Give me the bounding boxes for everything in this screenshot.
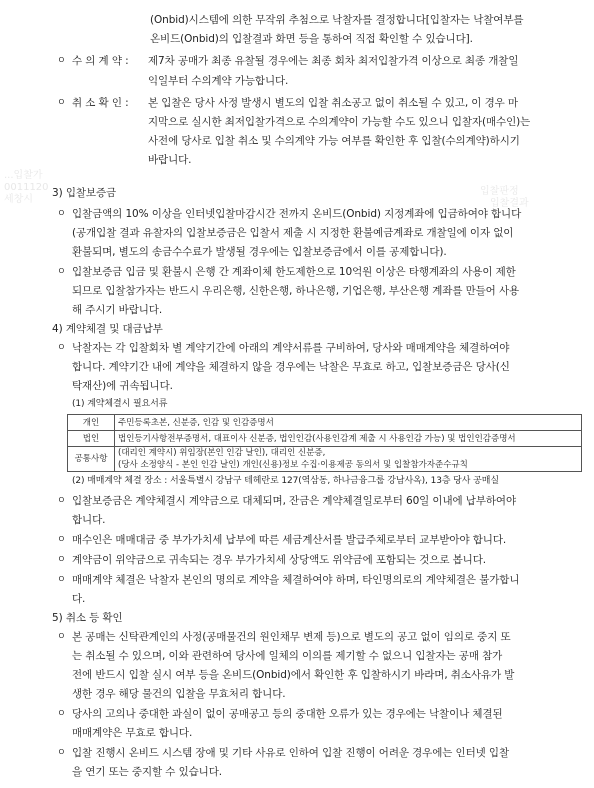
paragraph-line: 을 연기 또는 중지할 수 있습니다.	[72, 766, 222, 778]
watermark-text: ...입찰가	[4, 170, 43, 181]
docs-title: (1) 계약체결시 필요서류	[72, 399, 168, 409]
bullet-icon: ㅇ	[57, 555, 66, 565]
bullet-icon: ㅇ	[57, 575, 66, 585]
required-documents-table	[67, 414, 582, 472]
table-row	[68, 447, 582, 472]
bullet-icon: ㅇ	[57, 56, 66, 66]
paragraph-line: 합니다.	[72, 514, 106, 526]
bullet-icon: ㅇ	[57, 343, 66, 353]
paragraph-line: 본 공매는 신탁관계인의 사정(공매물건의 원인채무 변제 등)으로 별도의 공고 없이 임의로 중지 또	[72, 631, 511, 643]
intro-line: (Onbid)시스템에 의한 무작위 추첨으로 낙찰자를 결정합니다[입찰자는 낙찰여부를	[150, 14, 524, 26]
table-cell-line: (당사 소정양식 - 본인 인감 날인) 개인(신용)정보 수집·이용제공 동의서 및 입찰참가자준수규칙	[118, 460, 468, 470]
cancellation-text: 사전에 당사로 입찰 취소 및 수의계약 가능 여부를 확인한 후 입찰(수의계약)하시기	[148, 135, 520, 147]
section-heading: 5) 취소 등 확인	[52, 612, 123, 624]
paragraph-line: 입찰보증금은 계약체결시 계약금으로 대체되며, 잔금은 계약체결일로부터 60일 이내에 납부하여야	[72, 495, 517, 507]
bullet-icon: ㅇ	[57, 267, 66, 277]
cancellation-text: 바랍니다.	[148, 154, 192, 166]
paragraph-line: (공개입찰 결과 유찰자의 입찰보증금은 입찰서 제출 시 지정한 환불예금계좌로 개찰일에 이자 없이	[72, 227, 514, 239]
paragraph-line: 는 취소될 수 있으며, 이와 관련하여 당사에 일체의 이의를 제기할 수 없으니 입찰자는 공매 참가	[72, 650, 503, 662]
cancellation-text: 지막으로 실시한 최저입찰가격으로 수의계약이 가능할 수도 있으니 입찰자(매수인)는	[148, 116, 531, 128]
table-cell: 주민등록초본, 신분증, 인감 및 인감증명서	[115, 415, 582, 431]
table-row	[68, 415, 582, 431]
table-cell: 법인등기사항전부증명서, 대표이사 신분증, 법인인감(사용인감계 제출 시 사용인감 가능) 및 법인인감증명서	[115, 431, 582, 447]
paragraph-line: 매매계약 체결은 낙찰자 본인의 명의로 계약을 체결하여야 하며, 타인명의로의 계약체결은 불가합니	[72, 574, 520, 586]
bullet-icon: ㅇ	[57, 209, 66, 219]
bullet-icon: ㅇ	[57, 535, 66, 545]
section-heading: 3) 입찰보증금	[52, 187, 117, 199]
cancellation-label: 취 소 확 인 :	[72, 97, 129, 109]
bullet-icon: ㅇ	[57, 709, 66, 719]
paragraph-line: 매수인은 매매대금 중 부가가치세 납부에 따른 세금계산서를 발급주체로부터 교부받아야 합니다.	[72, 534, 507, 546]
table-head-cell: 공통사항	[68, 447, 115, 472]
paragraph-line: 합니다. 계약기간 내에 계약을 체결하지 않을 경우에는 낙찰은 무효로 하고, 입찰보증금은 당사(신	[72, 361, 510, 373]
paragraph-line: 해 주시기 바랍니다.	[72, 304, 163, 316]
paragraph-line: 낙찰자는 각 입찰회차 별 계약기간에 아래의 계약서류를 구비하여, 당사와 매매계약을 체결하여야	[72, 342, 510, 354]
table-cell	[115, 447, 582, 472]
paragraph-line: 입찰보증금 입금 및 환불시 은행 간 계좌이체 한도제한으로 10억원 이상은 타행계좌의 사용이 제한	[72, 266, 516, 278]
table-head-cell: 법인	[68, 431, 115, 447]
watermark-left	[4, 170, 49, 206]
section-heading: 4) 계약체결 및 대금납부	[52, 323, 163, 335]
watermark-text: 0011120	[4, 182, 49, 193]
private-contract-text: 제7차 공매가 최종 유찰될 경우에는 최종 회차 최저입찰가격 이상으로 최종 개찰일	[148, 55, 519, 67]
watermark-text: 세창시	[4, 194, 33, 205]
paragraph-line: 계약금이 위약금으로 귀속되는 경우 부가가치세 상당액도 위약금에 포함되는 것으로 봅니다.	[72, 554, 487, 566]
paragraph-line: 생한 경우 해당 물건의 입찰을 무효처리 합니다.	[72, 688, 286, 700]
table-head-cell: 개인	[68, 415, 115, 431]
cancellation-text: 본 입찰은 당사 사정 발생시 별도의 입찰 취소공고 없이 취소될 수 있고, 이 경우 마	[148, 97, 518, 109]
paragraph-line: 매매계약은 무효로 합니다.	[72, 727, 193, 739]
bullet-icon: ㅇ	[57, 98, 66, 108]
table-cell-line: (대리인 계약시) 위임장(본인 인감 날인), 대리인 신분증,	[118, 448, 326, 458]
private-contract-text: 익일부터 수의계약 가능합니다.	[148, 75, 289, 87]
table-row	[68, 431, 582, 447]
paragraph-line: 다.	[72, 593, 86, 605]
bullet-icon: ㅇ	[57, 496, 66, 506]
paragraph-line: 되므로 입찰참가자는 반드시 우리은행, 신한은행, 하나은행, 기업은행, 부산은행 계좌를 만들어 사용	[72, 285, 520, 297]
contract-place: (2) 매매계약 체결 장소 : 서울특별시 강남구 테헤란로 127(역삼동, 하나금융그룹 강남사옥), 13층 당사 공매실	[72, 476, 499, 486]
watermark-text: 입찰결과	[470, 198, 529, 209]
paragraph-line: 당사의 고의나 중대한 과실이 없이 공매공고 등의 중대한 오류가 있는 경우에는 낙찰이나 체결된	[72, 708, 503, 720]
paragraph-line: 환불되며, 별도의 송금수수료가 발생될 경우에는 입찰보증금에서 이를 공제합니다).	[72, 246, 447, 258]
bullet-icon: ㅇ	[57, 632, 66, 642]
private-contract-label: 수 의 계 약 :	[72, 55, 129, 67]
watermark-text: 입찰판정	[470, 186, 519, 197]
paragraph-line: 입찰금액의 10% 이상을 인터넷입찰마감시간 전까지 온비드(Onbid) 지정계좌에 입금하여야 합니다	[72, 208, 522, 220]
intro-line: 온비드(Onbid)의 입찰결과 화면 등을 통하여 직접 확인할 수 있습니다].	[150, 33, 473, 45]
paragraph-line: 전에 반드시 입찰 실시 여부 등을 온비드(Onbid)에서 확인한 후 입찰하시기 바라며, 취소사유가 발	[72, 669, 515, 681]
paragraph-line: 탁재산)에 귀속됩니다.	[72, 380, 173, 392]
paragraph-line: 입찰 진행시 온비드 시스템 장애 및 기타 사유로 인하여 입찰 진행이 어려운 경우에는 인터넷 입찰	[72, 747, 510, 759]
bullet-icon: ㅇ	[57, 748, 66, 758]
